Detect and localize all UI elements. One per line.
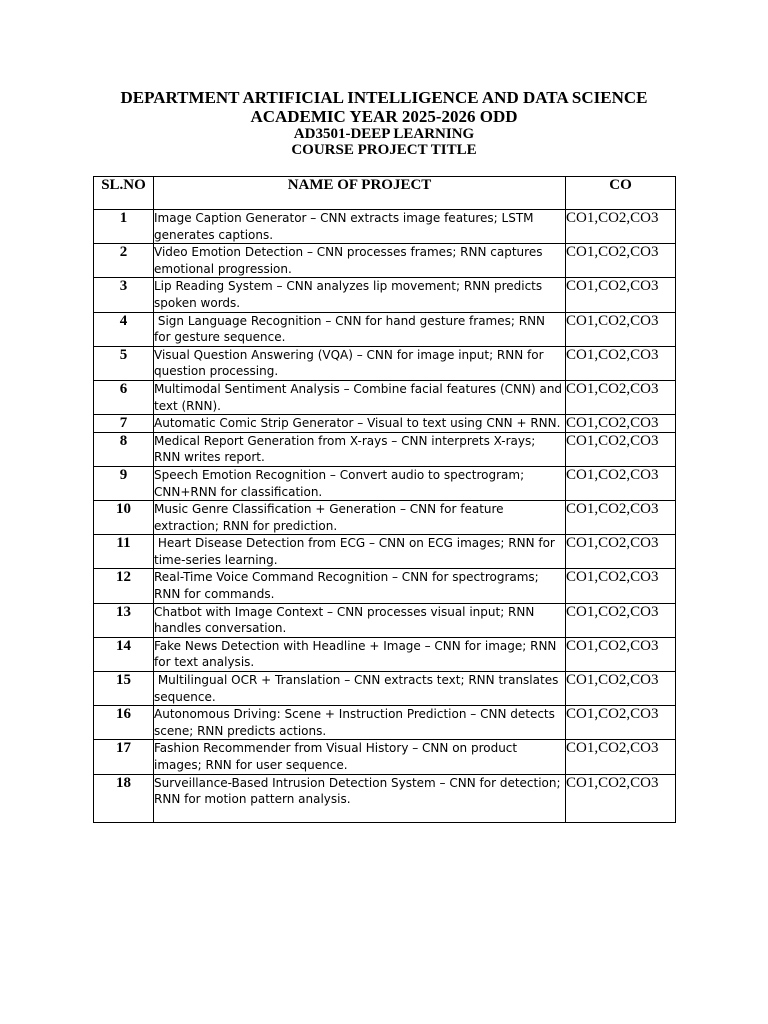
row-number: 14 xyxy=(94,637,154,671)
row-number: 4 xyxy=(94,312,154,346)
course-outcomes: CO1,CO2,CO3 xyxy=(566,774,676,822)
course-outcomes: CO1,CO2,CO3 xyxy=(566,278,676,312)
course-outcomes: CO1,CO2,CO3 xyxy=(566,740,676,774)
table-row xyxy=(94,432,676,466)
row-number: 17 xyxy=(94,740,154,774)
row-number: 1 xyxy=(94,210,154,244)
row-number: 10 xyxy=(94,501,154,535)
table-row xyxy=(94,672,676,706)
table-row xyxy=(94,346,676,380)
project-name: Real-Time Voice Command Recognition – CNN for spectrograms; RNN for commands. xyxy=(154,569,566,603)
project-name: Automatic Comic Strip Generator – Visual to text using CNN + RNN. xyxy=(154,415,566,433)
row-number: 6 xyxy=(94,380,154,414)
row-number: 16 xyxy=(94,706,154,740)
project-name: Image Caption Generator – CNN extracts image features; LSTM generates captions. xyxy=(154,210,566,244)
row-number: 18 xyxy=(94,774,154,822)
project-name: Multimodal Sentiment Analysis – Combine facial features (CNN) and text (RNN). xyxy=(154,380,566,414)
course-outcomes: CO1,CO2,CO3 xyxy=(566,415,676,433)
row-number: 11 xyxy=(94,535,154,569)
row-number: 8 xyxy=(94,432,154,466)
project-table xyxy=(93,176,676,823)
table-row xyxy=(94,535,676,569)
course-outcomes: CO1,CO2,CO3 xyxy=(566,501,676,535)
row-number: 5 xyxy=(94,346,154,380)
table-header-row xyxy=(94,177,676,210)
row-number: 15 xyxy=(94,672,154,706)
course-outcomes: CO1,CO2,CO3 xyxy=(566,312,676,346)
course-outcomes: CO1,CO2,CO3 xyxy=(566,210,676,244)
table-row xyxy=(94,466,676,500)
project-name: Video Emotion Detection – CNN processes frames; RNN captures emotional progression. xyxy=(154,244,566,278)
project-name: Heart Disease Detection from ECG – CNN on ECG images; RNN for time-series learning. xyxy=(154,535,566,569)
row-number: 9 xyxy=(94,466,154,500)
row-number: 7 xyxy=(94,415,154,433)
row-number: 12 xyxy=(94,569,154,603)
column-header-project-name: NAME OF PROJECT xyxy=(154,177,566,210)
course-outcomes: CO1,CO2,CO3 xyxy=(566,380,676,414)
table-row xyxy=(94,244,676,278)
course-outcomes: CO1,CO2,CO3 xyxy=(566,637,676,671)
course-outcomes: CO1,CO2,CO3 xyxy=(566,346,676,380)
table-row xyxy=(94,603,676,637)
table-row xyxy=(94,569,676,603)
project-name: Visual Question Answering (VQA) – CNN for image input; RNN for question processing. xyxy=(154,346,566,380)
project-name: Speech Emotion Recognition – Convert audio to spectrogram; CNN+RNN for classification. xyxy=(154,466,566,500)
row-number: 13 xyxy=(94,603,154,637)
column-header-slno: SL.NO xyxy=(94,177,154,210)
course-outcomes: CO1,CO2,CO3 xyxy=(566,569,676,603)
project-name: Medical Report Generation from X-rays – CNN interprets X-rays; RNN writes report. xyxy=(154,432,566,466)
table-row xyxy=(94,278,676,312)
course-outcomes: CO1,CO2,CO3 xyxy=(566,603,676,637)
project-name: Music Genre Classification + Generation – CNN for feature extraction; RNN for prediction. xyxy=(154,501,566,535)
project-name: Lip Reading System – CNN analyzes lip movement; RNN predicts spoken words. xyxy=(154,278,566,312)
course-outcomes: CO1,CO2,CO3 xyxy=(566,432,676,466)
project-name: Fake News Detection with Headline + Image – CNN for image; RNN for text analysis. xyxy=(154,637,566,671)
academic-year: ACADEMIC YEAR 2025-2026 ODD xyxy=(250,107,518,126)
course-title: AD3501-DEEP LEARNING xyxy=(293,126,475,142)
project-name: Surveillance-Based Intrusion Detection System – CNN for detection; RNN for motion pattern analysis. xyxy=(154,774,566,822)
project-name: Chatbot with Image Context – CNN processes visual input; RNN handles conversation. xyxy=(154,603,566,637)
table-row xyxy=(94,210,676,244)
course-outcomes: CO1,CO2,CO3 xyxy=(566,706,676,740)
project-name: Fashion Recommender from Visual History – CNN on product images; RNN for user sequence. xyxy=(154,740,566,774)
document-subtitle: COURSE PROJECT TITLE xyxy=(291,142,477,158)
project-name: Autonomous Driving: Scene + Instruction Prediction – CNN detects scene; RNN predicts actions. xyxy=(154,706,566,740)
course-outcomes: CO1,CO2,CO3 xyxy=(566,535,676,569)
column-header-co: CO xyxy=(566,177,676,210)
table-row xyxy=(94,774,676,822)
course-outcomes: CO1,CO2,CO3 xyxy=(566,244,676,278)
table-row xyxy=(94,380,676,414)
table-row xyxy=(94,706,676,740)
table-row xyxy=(94,740,676,774)
table-row xyxy=(94,501,676,535)
document-header xyxy=(0,88,768,158)
table-row xyxy=(94,637,676,671)
table-row xyxy=(94,415,676,433)
table-row xyxy=(94,312,676,346)
project-name: Sign Language Recognition – CNN for hand gesture frames; RNN for gesture sequence. xyxy=(154,312,566,346)
course-outcomes: CO1,CO2,CO3 xyxy=(566,672,676,706)
department-title: DEPARTMENT ARTIFICIAL INTELLIGENCE AND DATA SCIENCE xyxy=(120,88,648,107)
row-number: 3 xyxy=(94,278,154,312)
project-name: Multilingual OCR + Translation – CNN extracts text; RNN translates sequence. xyxy=(154,672,566,706)
course-outcomes: CO1,CO2,CO3 xyxy=(566,466,676,500)
row-number: 2 xyxy=(94,244,154,278)
